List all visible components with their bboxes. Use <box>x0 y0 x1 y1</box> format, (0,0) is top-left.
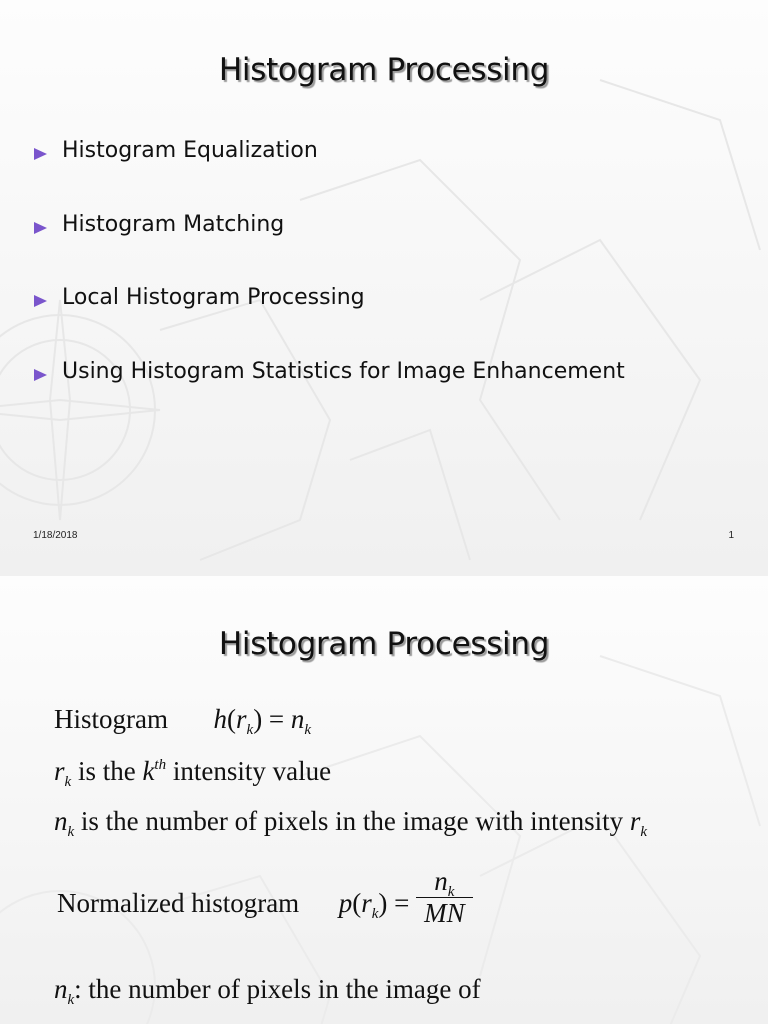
slide-title: Histogram Processing <box>218 52 550 88</box>
histogram-definition: Histogram $h(r_k) = n_k$ <box>54 704 312 738</box>
slide-2 <box>0 576 768 1024</box>
triangle-bullet-icon <box>34 295 47 307</box>
bullet-item <box>34 212 625 286</box>
rk-text: is the <box>77 756 136 786</box>
triangle-bullet-icon <box>34 369 47 381</box>
footer-date: 1/18/2018 <box>33 530 78 541</box>
fraction: $\frac{n_k}{MN}$ <box>416 866 473 929</box>
slide-title: Histogram Processing <box>218 626 550 662</box>
normalized-histogram-definition: Normalized histogram $p(r_k)$ = $\frac{n_k}{MN}$ <box>57 866 473 929</box>
nk-text: is the number of pixels in the image with intensity <box>80 806 624 836</box>
bullet-text: Using Histogram Statistics for Image Enhancement <box>62 359 625 385</box>
rk-definition: $r_k$ is the $k^{th}$ intensity value <box>54 756 332 790</box>
triangle-bullet-icon <box>34 148 47 160</box>
bullet-text: Histogram Equalization <box>62 138 318 163</box>
bullet-text: Local Histogram Processing <box>62 285 365 311</box>
page-number: 1 <box>728 530 734 541</box>
nk-note: $n_k$: the number of pixels in the image of <box>54 974 481 1008</box>
bullet-item <box>34 138 625 212</box>
bullet-list <box>34 138 625 433</box>
normalized-label: Normalized histogram <box>57 887 300 918</box>
bullet-text: Histogram Matching <box>62 211 285 237</box>
nk-definition: $n_k$ is the number of pixels in the image with intensity $r_k$ <box>54 806 648 840</box>
bullet-item <box>34 359 625 433</box>
nk-note-text: : the number of pixels in the image of <box>74 974 481 1004</box>
rk-tail: intensity value <box>172 756 332 786</box>
histogram-label: Histogram <box>54 704 168 734</box>
triangle-bullet-icon <box>34 222 47 234</box>
bullet-item <box>34 285 625 359</box>
